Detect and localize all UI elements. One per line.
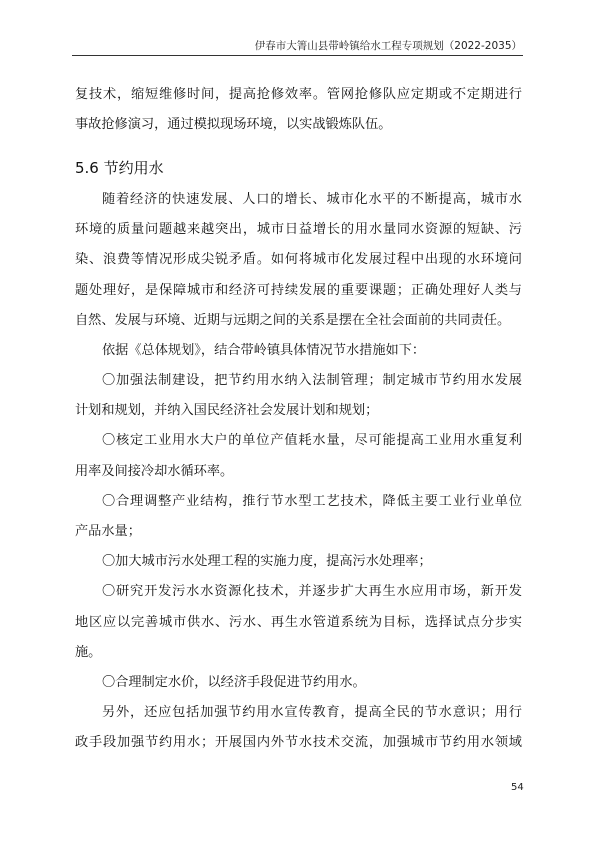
list-item xyxy=(75,426,522,486)
list-item xyxy=(75,547,522,577)
list-item xyxy=(75,487,522,547)
text-line: 产品水量； xyxy=(75,524,141,540)
text-line: 〇合理调整产业结构，推行节水型工艺技术，降低主要工业行业单位 xyxy=(102,493,522,509)
text-line: 自然、发展与环境、近期与远期之间的关系是摆在全社会面前的共同责任。 xyxy=(75,312,511,328)
text-line: 复技术，缩短维修时间，提高抢修效率。管网抢修队应定期或不定期进行 xyxy=(75,87,522,102)
text-line: 政手段加强节约用水；开展国内外节水技术交流，加强城市节约用水领域 xyxy=(75,735,522,751)
text-line: 〇合理制定水价，以经济手段促进节约用水。 xyxy=(102,674,366,690)
continued-paragraph xyxy=(75,80,522,140)
text-line: 另外，还应包括加强节约用水宣传教育，提高全民的节水意识；用行 xyxy=(102,705,522,721)
text-line: 计划和规划，并纳入国民经济社会发展计划和规划； xyxy=(75,403,379,419)
text-line: 〇核定工业用水大户的单位产值耗水量，尽可能提高工业用水重复利 xyxy=(102,433,522,449)
paragraph xyxy=(75,336,522,366)
page-number: 54 xyxy=(511,782,524,793)
text-line: 题处理好，是保障城市和经济可持续发展的重要课题；正确处理好人类与 xyxy=(75,282,522,298)
text-line: 〇研究开发污水水资源化技术，并逐步扩大再生水应用市场，新开发 xyxy=(102,584,522,600)
paragraph xyxy=(75,185,522,336)
section-heading: 5.6 节约用水 xyxy=(75,158,164,177)
list-item xyxy=(75,366,522,426)
text-line: 施。 xyxy=(75,644,102,660)
paragraph xyxy=(75,698,522,758)
text-line: 染、浪费等情况形成尖锐矛盾。如何将城市化发展过程中出现的水环境问 xyxy=(75,252,522,268)
header-rule xyxy=(72,55,523,56)
text-line: 用率及间接冷却水循环率。 xyxy=(75,463,234,479)
list-item xyxy=(75,577,522,668)
page-header-title: 伊春市大箐山县带岭镇给水工程专项规划（2022-2035） xyxy=(254,40,522,52)
text-line: 事故抢修演习，通过模拟现场环境，以实战锻炼队伍。 xyxy=(75,117,392,133)
text-line: 地区应以完善城市供水、污水、再生水管道系统为目标，选择试点分步实 xyxy=(75,614,522,630)
text-line: 〇加强法制建设，把节约用水纳入法制管理；制定城市节约用水发展 xyxy=(102,373,522,389)
page-body xyxy=(75,80,522,759)
list-item xyxy=(75,668,522,698)
text-line: 环境的质量问题越来越突出，城市日益增长的用水量同水资源的短缺、污 xyxy=(75,222,522,238)
text-line: 依据《总体规划》，结合带岭镇具体情况节水措施如下： xyxy=(102,342,426,358)
text-line: 〇加大城市污水处理工程的实施力度，提高污水处理率； xyxy=(102,554,432,570)
text-line: 随着经济的快速发展、人口的增长、城市化水平的不断提高，城市水 xyxy=(102,191,522,207)
